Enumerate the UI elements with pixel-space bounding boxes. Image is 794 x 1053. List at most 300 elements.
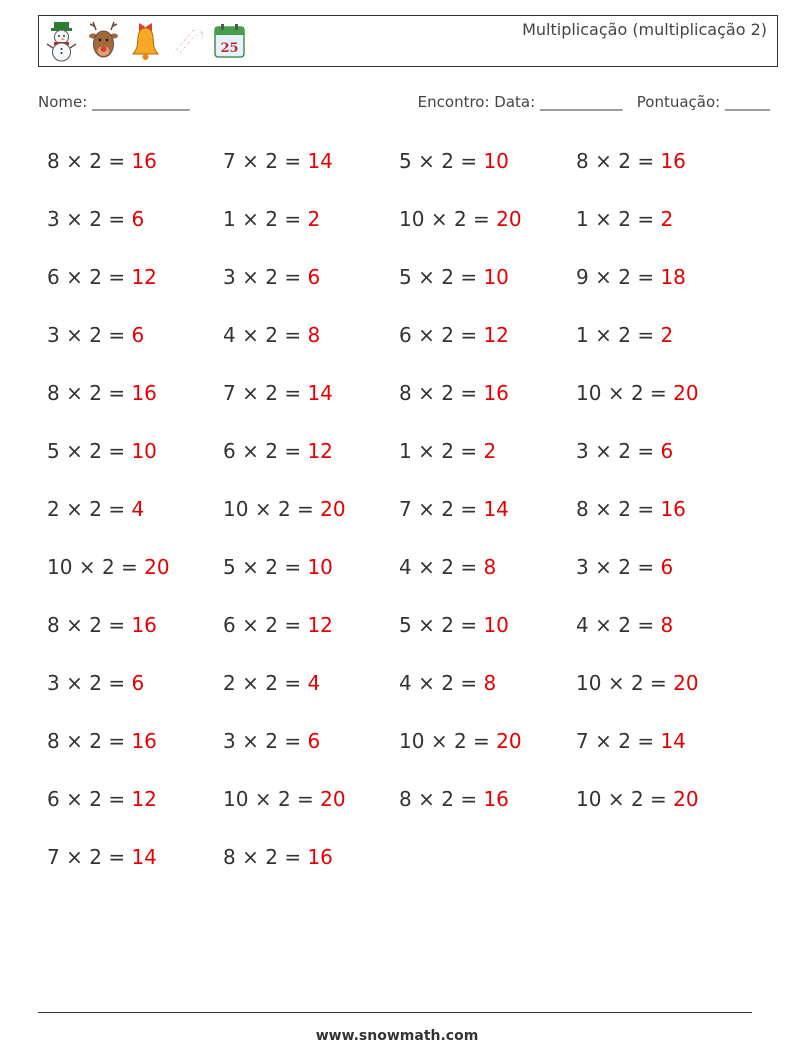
problem-factor-b: 2 xyxy=(630,787,644,811)
problem-item xyxy=(399,318,576,376)
problem-factor-b: 2 xyxy=(89,265,102,289)
problem-factor-a: 5 xyxy=(399,613,412,637)
problem-item xyxy=(576,492,752,550)
problem-answer: 10 xyxy=(131,439,157,463)
problem-factor-b: 2 xyxy=(441,613,454,637)
problem-factor-b: 2 xyxy=(89,439,102,463)
problem-factor-b: 2 xyxy=(618,439,631,463)
times-sign: × xyxy=(66,787,83,811)
problem-answer: 2 xyxy=(660,323,674,347)
problem-factor-a: 5 xyxy=(223,555,236,579)
problem-item xyxy=(223,724,399,782)
problem-item xyxy=(47,434,223,492)
equals-sign: = xyxy=(284,729,302,753)
times-sign: × xyxy=(66,439,83,463)
equals-sign: = xyxy=(473,729,490,753)
equals-sign: = xyxy=(108,729,126,753)
problem-item xyxy=(223,376,399,434)
times-sign: × xyxy=(242,613,259,637)
problem-factor-a: 1 xyxy=(576,207,589,231)
problem-answer: 20 xyxy=(320,497,346,521)
problem-factor-b: 2 xyxy=(453,207,467,231)
times-sign: × xyxy=(595,613,612,637)
problem-item xyxy=(576,782,752,840)
problem-item xyxy=(47,666,223,724)
problem-answer: 14 xyxy=(131,845,157,869)
times-sign: × xyxy=(66,323,83,347)
equals-sign: = xyxy=(637,729,655,753)
equals-sign: = xyxy=(108,613,126,637)
problem-item xyxy=(47,724,223,782)
equals-sign: = xyxy=(637,555,655,579)
problem-answer: 20 xyxy=(673,787,699,811)
problem-factor-a: 10 xyxy=(223,787,249,811)
times-sign: × xyxy=(66,207,83,231)
problem-factor-b: 2 xyxy=(265,381,278,405)
problem-factor-a: 8 xyxy=(47,149,60,173)
problem-answer: 12 xyxy=(307,439,333,463)
equals-sign: = xyxy=(637,323,655,347)
problem-item xyxy=(47,260,223,318)
equals-sign: = xyxy=(108,207,126,231)
equals-sign: = xyxy=(284,381,302,405)
date-score-fields xyxy=(418,93,770,111)
problem-answer: 14 xyxy=(483,497,509,521)
times-sign: × xyxy=(254,787,272,811)
problem-factor-a: 6 xyxy=(223,439,236,463)
problem-factor-a: 8 xyxy=(576,149,589,173)
equals-sign: = xyxy=(650,787,667,811)
problem-item xyxy=(399,434,576,492)
problem-factor-b: 2 xyxy=(441,381,454,405)
problem-factor-b: 2 xyxy=(265,613,278,637)
problem-item xyxy=(576,550,752,608)
problem-answer: 2 xyxy=(307,207,321,231)
problem-factor-b: 2 xyxy=(265,729,278,753)
problem-answer: 16 xyxy=(131,149,157,173)
problem-factor-b: 2 xyxy=(89,381,102,405)
times-sign: × xyxy=(418,265,435,289)
times-sign: × xyxy=(418,613,435,637)
bell-icon xyxy=(129,20,162,62)
problem-answer: 12 xyxy=(131,265,157,289)
problem-factor-a: 10 xyxy=(576,787,602,811)
equals-sign: = xyxy=(460,497,478,521)
problem-factor-a: 1 xyxy=(223,207,236,231)
times-sign: × xyxy=(66,265,83,289)
problem-factor-b: 2 xyxy=(630,671,644,695)
times-sign: × xyxy=(418,555,435,579)
student-fields xyxy=(38,93,778,117)
problem-item xyxy=(399,260,576,318)
name-label: Nome: xyxy=(38,93,88,111)
equals-sign: = xyxy=(284,323,302,347)
problem-item xyxy=(223,550,399,608)
problem-item xyxy=(47,144,223,202)
problem-grid xyxy=(47,144,752,898)
problem-item xyxy=(223,202,399,260)
problem-answer: 16 xyxy=(660,497,686,521)
problem-answer: 16 xyxy=(660,149,686,173)
problem-factor-b: 2 xyxy=(441,787,454,811)
times-sign: × xyxy=(242,439,259,463)
problem-item xyxy=(47,492,223,550)
problem-factor-b: 2 xyxy=(618,555,631,579)
problem-answer: 6 xyxy=(131,323,145,347)
times-sign: × xyxy=(607,381,625,405)
times-sign: × xyxy=(418,497,435,521)
footer-url: www.snowmath.com xyxy=(315,1028,479,1044)
equals-sign: = xyxy=(637,149,655,173)
problem-factor-a: 5 xyxy=(47,439,60,463)
problem-factor-a: 10 xyxy=(399,729,425,753)
problem-answer: 20 xyxy=(496,207,522,231)
times-sign: × xyxy=(595,265,612,289)
problem-factor-b: 2 xyxy=(265,439,278,463)
problem-factor-a: 1 xyxy=(576,323,589,347)
problem-factor-b: 2 xyxy=(441,497,454,521)
problem-factor-a: 4 xyxy=(399,555,412,579)
calendar-day-label: 25 xyxy=(220,41,239,56)
problem-factor-a: 7 xyxy=(223,381,236,405)
problem-item xyxy=(223,608,399,666)
name-blank: _____________ xyxy=(92,93,190,111)
reindeer-icon xyxy=(87,20,120,62)
problem-item xyxy=(576,318,752,376)
problem-item xyxy=(223,782,399,840)
times-sign: × xyxy=(242,323,259,347)
times-sign: × xyxy=(595,149,612,173)
problem-item xyxy=(47,608,223,666)
equals-sign: = xyxy=(460,323,478,347)
times-sign: × xyxy=(66,729,83,753)
problem-answer: 14 xyxy=(307,381,333,405)
problem-answer: 20 xyxy=(144,555,170,579)
times-sign: × xyxy=(418,439,435,463)
problem-item xyxy=(223,434,399,492)
problem-item xyxy=(223,318,399,376)
equals-sign: = xyxy=(108,149,126,173)
times-sign: × xyxy=(418,671,435,695)
problem-answer: 6 xyxy=(660,555,674,579)
meeting-date-label: Encontro: Data: xyxy=(417,93,536,111)
equals-sign: = xyxy=(284,671,302,695)
problem-answer: 10 xyxy=(483,149,509,173)
times-sign: × xyxy=(66,613,83,637)
problem-factor-b: 2 xyxy=(441,323,454,347)
problem-answer: 10 xyxy=(307,555,333,579)
problem-factor-a: 8 xyxy=(399,787,412,811)
times-sign: × xyxy=(430,729,448,753)
times-sign: × xyxy=(66,149,83,173)
equals-sign: = xyxy=(284,149,302,173)
problem-item xyxy=(47,840,223,898)
problem-factor-b: 2 xyxy=(618,265,631,289)
problem-factor-a: 7 xyxy=(47,845,60,869)
equals-sign: = xyxy=(108,265,126,289)
problem-factor-b: 2 xyxy=(265,149,278,173)
problem-item xyxy=(399,144,576,202)
worksheet-title: Multiplicação (multiplicação 2) xyxy=(522,20,767,39)
problem-factor-a: 10 xyxy=(47,555,73,579)
equals-sign: = xyxy=(637,497,655,521)
calendar-icon xyxy=(213,20,246,62)
problem-answer: 20 xyxy=(496,729,522,753)
header-icons xyxy=(45,20,246,62)
problem-answer: 12 xyxy=(131,787,157,811)
problem-answer: 16 xyxy=(131,381,157,405)
problem-factor-b: 2 xyxy=(618,729,631,753)
problem-factor-a: 3 xyxy=(223,729,236,753)
problem-factor-a: 2 xyxy=(47,497,60,521)
equals-sign: = xyxy=(297,787,314,811)
problem-item xyxy=(223,492,399,550)
equals-sign: = xyxy=(108,323,126,347)
problem-answer: 6 xyxy=(307,729,321,753)
problem-answer: 16 xyxy=(483,381,509,405)
problem-answer: 6 xyxy=(660,439,674,463)
equals-sign: = xyxy=(460,381,478,405)
equals-sign: = xyxy=(460,265,478,289)
problem-answer: 20 xyxy=(320,787,346,811)
problem-item xyxy=(47,782,223,840)
times-sign: × xyxy=(607,787,625,811)
problem-factor-b: 2 xyxy=(441,671,454,695)
equals-sign: = xyxy=(284,265,302,289)
problem-answer: 14 xyxy=(307,149,333,173)
problem-factor-b: 2 xyxy=(277,497,291,521)
times-sign: × xyxy=(418,787,435,811)
problem-factor-b: 2 xyxy=(89,207,102,231)
problem-item xyxy=(223,260,399,318)
problem-factor-b: 2 xyxy=(441,555,454,579)
problem-factor-b: 2 xyxy=(89,149,102,173)
problem-factor-b: 2 xyxy=(618,323,631,347)
equals-sign: = xyxy=(460,149,478,173)
problem-factor-a: 8 xyxy=(47,729,60,753)
problem-answer: 16 xyxy=(131,613,157,637)
problem-factor-a: 4 xyxy=(576,613,589,637)
equals-sign: = xyxy=(108,497,126,521)
times-sign: × xyxy=(242,671,259,695)
equals-sign: = xyxy=(284,613,302,637)
equals-sign: = xyxy=(637,439,655,463)
problem-factor-a: 6 xyxy=(223,613,236,637)
problem-item xyxy=(47,318,223,376)
footer-divider xyxy=(38,1012,752,1013)
problem-factor-b: 2 xyxy=(265,207,278,231)
problem-factor-b: 2 xyxy=(453,729,467,753)
problem-factor-a: 5 xyxy=(399,149,412,173)
problem-item xyxy=(576,724,752,782)
problem-factor-a: 3 xyxy=(47,671,60,695)
problem-factor-b: 2 xyxy=(101,555,115,579)
problem-answer: 12 xyxy=(483,323,509,347)
problem-item xyxy=(576,202,752,260)
equals-sign: = xyxy=(637,265,655,289)
problem-item xyxy=(399,608,576,666)
problem-factor-b: 2 xyxy=(265,555,278,579)
problem-item xyxy=(223,666,399,724)
equals-sign: = xyxy=(284,439,302,463)
score-label: Pontuação: xyxy=(636,93,721,111)
equals-sign: = xyxy=(637,207,655,231)
equals-sign: = xyxy=(637,613,655,637)
problem-item xyxy=(399,724,576,782)
problem-item xyxy=(399,550,576,608)
problem-factor-a: 10 xyxy=(576,671,602,695)
equals-sign: = xyxy=(460,671,478,695)
candy-cane-icon xyxy=(171,20,204,62)
problem-factor-a: 8 xyxy=(576,497,589,521)
times-sign: × xyxy=(242,265,259,289)
equals-sign: = xyxy=(460,555,478,579)
equals-sign: = xyxy=(460,787,478,811)
problem-factor-b: 2 xyxy=(265,671,278,695)
times-sign: × xyxy=(595,207,612,231)
times-sign: × xyxy=(242,149,259,173)
problem-answer: 20 xyxy=(673,671,699,695)
times-sign: × xyxy=(595,497,612,521)
problem-answer: 14 xyxy=(660,729,686,753)
problem-factor-b: 2 xyxy=(618,613,631,637)
score-blank: ______ xyxy=(725,93,770,111)
problem-answer: 12 xyxy=(307,613,333,637)
problem-factor-b: 2 xyxy=(265,265,278,289)
problem-factor-a: 6 xyxy=(399,323,412,347)
problem-item xyxy=(399,202,576,260)
problem-factor-a: 8 xyxy=(223,845,236,869)
problem-answer: 16 xyxy=(131,729,157,753)
problem-item xyxy=(576,666,752,724)
problem-factor-a: 8 xyxy=(399,381,412,405)
times-sign: × xyxy=(595,729,612,753)
problem-answer: 6 xyxy=(307,265,321,289)
equals-sign: = xyxy=(460,439,478,463)
problem-answer: 18 xyxy=(660,265,686,289)
problem-answer: 16 xyxy=(307,845,333,869)
problem-factor-a: 10 xyxy=(399,207,425,231)
problem-factor-b: 2 xyxy=(618,207,631,231)
problem-factor-a: 4 xyxy=(399,671,412,695)
problem-factor-b: 2 xyxy=(277,787,291,811)
problem-factor-a: 3 xyxy=(47,207,60,231)
name-field xyxy=(38,93,190,111)
problem-answer: 4 xyxy=(131,497,145,521)
problem-item xyxy=(576,144,752,202)
problem-item xyxy=(223,144,399,202)
problem-factor-a: 6 xyxy=(47,265,60,289)
times-sign: × xyxy=(66,497,83,521)
problem-answer: 10 xyxy=(483,265,509,289)
problem-answer: 8 xyxy=(483,671,497,695)
problem-factor-a: 1 xyxy=(399,439,412,463)
times-sign: × xyxy=(242,381,259,405)
equals-sign: = xyxy=(121,555,138,579)
problem-factor-a: 10 xyxy=(223,497,249,521)
equals-sign: = xyxy=(108,845,126,869)
problem-factor-a: 10 xyxy=(576,381,602,405)
problem-item xyxy=(576,434,752,492)
times-sign: × xyxy=(66,671,83,695)
times-sign: × xyxy=(418,381,435,405)
problem-factor-a: 4 xyxy=(223,323,236,347)
problem-answer: 20 xyxy=(673,381,699,405)
problem-factor-b: 2 xyxy=(265,845,278,869)
times-sign: × xyxy=(607,671,625,695)
worksheet-header xyxy=(38,15,778,67)
problem-factor-a: 9 xyxy=(576,265,589,289)
problem-factor-a: 8 xyxy=(47,613,60,637)
problem-factor-a: 3 xyxy=(576,555,589,579)
times-sign: × xyxy=(78,555,96,579)
problem-factor-b: 2 xyxy=(265,323,278,347)
problem-factor-b: 2 xyxy=(89,671,102,695)
problem-factor-a: 3 xyxy=(223,265,236,289)
times-sign: × xyxy=(595,323,612,347)
problem-item xyxy=(399,492,576,550)
times-sign: × xyxy=(418,149,435,173)
problem-item xyxy=(47,550,223,608)
problem-answer: 8 xyxy=(307,323,321,347)
problem-item xyxy=(576,376,752,434)
equals-sign: = xyxy=(650,381,667,405)
problem-factor-b: 2 xyxy=(89,497,102,521)
equals-sign: = xyxy=(650,671,667,695)
date-blank: ___________ xyxy=(539,93,623,111)
times-sign: × xyxy=(595,439,612,463)
problem-factor-b: 2 xyxy=(89,845,102,869)
problem-factor-b: 2 xyxy=(89,729,102,753)
equals-sign: = xyxy=(284,555,302,579)
problem-factor-a: 3 xyxy=(47,323,60,347)
problem-factor-b: 2 xyxy=(630,381,644,405)
problem-factor-b: 2 xyxy=(441,149,454,173)
snowman-icon xyxy=(45,20,78,62)
times-sign: × xyxy=(66,381,83,405)
times-sign: × xyxy=(254,497,272,521)
times-sign: × xyxy=(66,845,83,869)
equals-sign: = xyxy=(460,613,478,637)
equals-sign: = xyxy=(108,439,126,463)
problem-factor-a: 2 xyxy=(223,671,236,695)
equals-sign: = xyxy=(284,207,302,231)
equals-sign: = xyxy=(284,845,302,869)
times-sign: × xyxy=(418,323,435,347)
problem-item xyxy=(399,666,576,724)
problem-factor-b: 2 xyxy=(89,787,102,811)
problem-item xyxy=(47,376,223,434)
times-sign: × xyxy=(242,555,259,579)
problem-factor-b: 2 xyxy=(618,149,631,173)
problem-item xyxy=(399,376,576,434)
equals-sign: = xyxy=(297,497,314,521)
equals-sign: = xyxy=(108,671,126,695)
problem-item xyxy=(576,260,752,318)
problem-answer: 2 xyxy=(483,439,497,463)
problem-factor-b: 2 xyxy=(441,265,454,289)
problem-factor-a: 3 xyxy=(576,439,589,463)
problem-answer: 8 xyxy=(483,555,497,579)
times-sign: × xyxy=(430,207,448,231)
problem-answer: 2 xyxy=(660,207,674,231)
problem-item xyxy=(576,608,752,666)
equals-sign: = xyxy=(108,381,126,405)
problem-item xyxy=(223,840,399,898)
problem-factor-b: 2 xyxy=(89,613,102,637)
problem-answer: 8 xyxy=(660,613,674,637)
times-sign: × xyxy=(595,555,612,579)
